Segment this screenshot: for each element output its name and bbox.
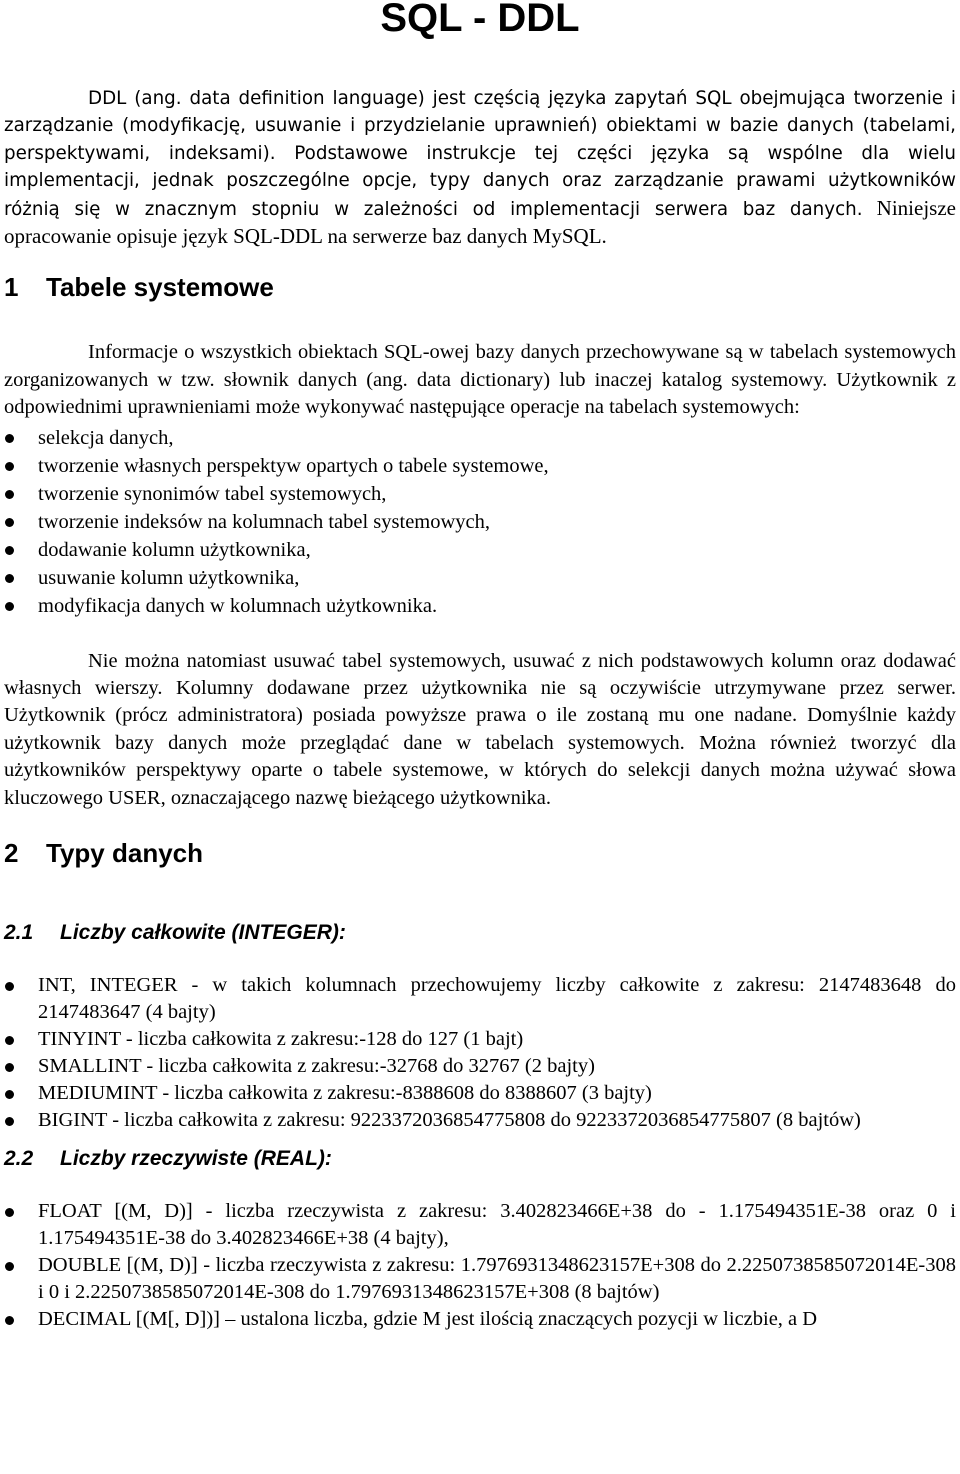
list-item: BIGINT - liczba całkowita z zakresu: 9223372036854775808 do 9223372036854775807 (8 bajtów): [4, 1107, 956, 1134]
section-2-1-number: 2.1: [4, 921, 34, 945]
bullet-icon: [5, 546, 14, 555]
bullet-icon: [5, 1117, 14, 1126]
bullet-icon: [5, 1063, 14, 1072]
section-2-2-heading: [4, 1146, 956, 1172]
bullet-icon: [5, 1262, 14, 1271]
section-2-1-heading: [4, 920, 956, 946]
integer-types-list: [4, 972, 956, 1134]
intro-paragraph: [4, 85, 956, 251]
list-item: modyfikacja danych w kolumnach użytkownika.: [4, 592, 956, 620]
list-item: DOUBLE [(M, D)] - liczba rzeczywista z zakresu: 1.7976931348623157E+308 do 2.2250738585072014E-308 i 0 i 2.2250738585072014E-308 do 1.7976931348623157E+308 (8 bajtów): [4, 1252, 956, 1306]
list-item: FLOAT [(M, D)] - liczba rzeczywista z zakresu: 3.402823466E+38 do - 1.175494351E-38 oraz 0 i 1.175494351E-38 do 3.402823466E+38 (4 bajty),: [4, 1198, 956, 1252]
list-item: dodawanie kolumn użytkownika,: [4, 536, 956, 564]
bullet-icon: [5, 518, 14, 527]
list-item: tworzenie synonimów tabel systemowych,: [4, 480, 956, 508]
bullet-icon: [5, 462, 14, 471]
bullet-icon: [5, 982, 14, 991]
section-2-heading: [4, 838, 956, 868]
bullet-icon: [5, 1208, 14, 1217]
intro-serif-text: Niniejsze opracowanie opisuje język SQL-DDL na serwerze baz danych MySQL.: [4, 195, 956, 249]
list-item: SMALLINT - liczba całkowita z zakresu:-32768 do 32767 (2 bajty): [4, 1053, 956, 1080]
bullet-icon: [5, 1036, 14, 1045]
system-table-operations-list: [4, 424, 956, 620]
list-item: MEDIUMINT - liczba całkowita z zakresu:-8388608 do 8388607 (3 bajty): [4, 1080, 956, 1107]
list-item: selekcja danych,: [4, 424, 956, 452]
list-item: usuwanie kolumn użytkownika,: [4, 564, 956, 592]
document-page: [4, 0, 956, 1333]
bullet-icon: [5, 434, 14, 443]
real-types-list: [4, 1198, 956, 1333]
section-1-title: Tabele systemowe: [46, 272, 274, 303]
list-item: TINYINT - liczba całkowita z zakresu:-128 do 127 (1 bajt): [4, 1026, 956, 1053]
section-1-paragraph-1: Informacje o wszystkich obiektach SQL-owej bazy danych przechowywane są w tabelach systemowych zorganizowanych w tzw. słownik danych (ang. data dictionary) lub inaczej katalog systemowy. Użytkownik z odpowiednimi uprawnieniami może wykonywać następujące operacje na tabelach systemowych:: [4, 341, 956, 419]
section-1-heading: [4, 272, 956, 302]
list-item: tworzenie indeksów na kolumnach tabel systemowych,: [4, 508, 956, 536]
bullet-icon: [5, 1316, 14, 1325]
bullet-icon: [5, 490, 14, 499]
bullet-icon: [5, 1090, 14, 1099]
section-2-2-number: 2.2: [4, 1147, 34, 1171]
bullet-icon: [5, 574, 14, 583]
section-2-number: 2: [4, 838, 19, 869]
bullet-icon: [5, 602, 14, 611]
section-2-title: Typy danych: [46, 838, 204, 869]
section-2-2-title: Liczby rzeczywiste (REAL):: [60, 1147, 332, 1171]
section-1-paragraph-2: Nie można natomiast usuwać tabel systemowych, usuwać z nich podstawowych kolumn oraz dodawać własnych wierszy. Kolumny dodawane przez użytkownika nie są oczywiście utrzymywane przez serwer. Użytkownik (prócz administratora) posiada powyższe prawa o ile zostaną mu one nadane. Domyślnie każdy użytkownik bazy danych może przeglądać dane w tabelach systemowych. Można również tworzyć dla użytkowników perspektywy oparte o tabele systemowe, w których do selekcji danych można używać słowa kluczowego USER, oznaczającego nazwę bieżącego użytkownika.: [4, 649, 956, 809]
list-item: DECIMAL [(M[, D])] – ustalona liczba, gdzie M jest ilością znaczących pozycji w liczbie, a D: [4, 1306, 956, 1333]
list-item: INT, INTEGER - w takich kolumnach przechowujemy liczby całkowite z zakresu: 2147483648 do 2147483647 (4 bajty): [4, 972, 956, 1026]
section-2-1-title: Liczby całkowite (INTEGER):: [60, 921, 346, 945]
document-title: SQL - DDL: [380, 0, 580, 40]
intro-sans-text: DDL (ang. data definition language) jest częścią języka zapytań SQL obejmująca tworzenie i zarządzanie (modyfikację, usuwanie i przydzielanie uprawnień) obiektami w bazie danych (tabelami, perspektywami, indeksami). Podstawowe instrukcje tej części języka są wspólne dla wielu implementacji, jednak poszczególne opcje, typy danych oraz zarządzanie prawami użytkowników różnią się w znacznym stopniu w zależności od implementacji serwera baz danych.: [4, 88, 956, 220]
list-item: tworzenie własnych perspektyw opartych o tabele systemowe,: [4, 452, 956, 480]
section-1-number: 1: [4, 272, 19, 303]
